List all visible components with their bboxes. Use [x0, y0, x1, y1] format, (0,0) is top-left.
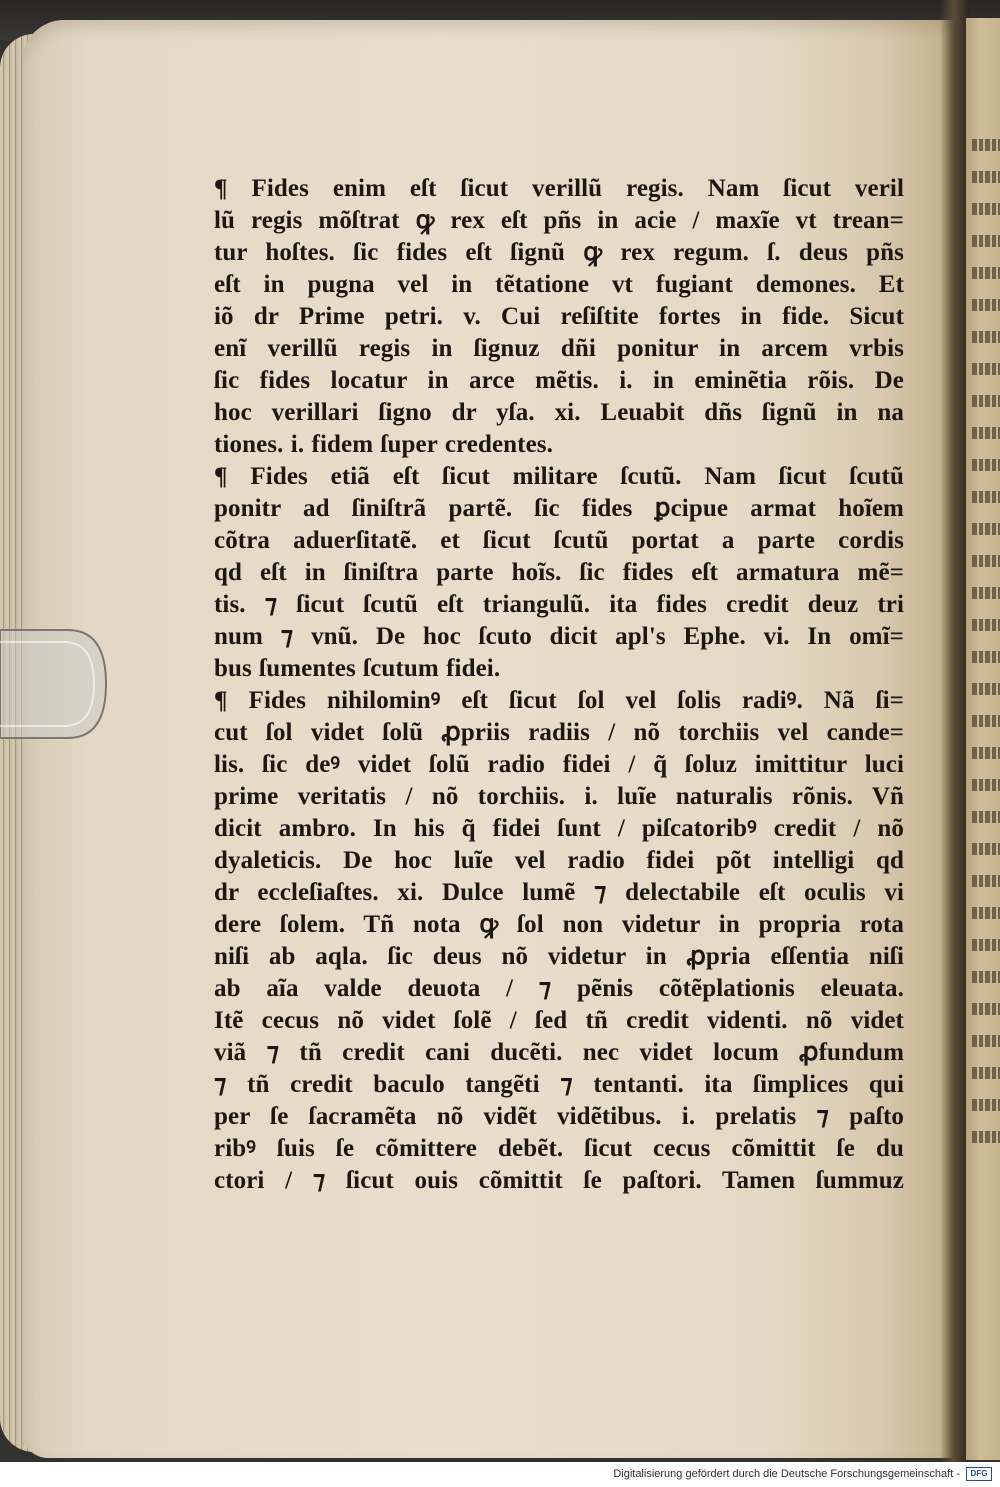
text-line: hoc verillari ſigno dr yſa. xi. Leuabit dñs ſignũ in na — [214, 399, 904, 426]
text-line: ⁊ tñ credit baculo tangẽti ⁊ tentanti. ita ſimplices qui — [214, 1071, 904, 1098]
text-line: dere ſolem. Tñ nota ꝙ ſol non videtur in propria rota — [214, 911, 904, 938]
binding-clip — [0, 608, 112, 760]
footer-credit: Digitalisierung gefördert durch die Deutsche Forschungsgemeinschaft - — [613, 1468, 960, 1480]
text-line: niſi ab aqla. ſic deus nõ videtur in ꝓpria eſſentia niſi — [214, 943, 904, 970]
text-line: ponitr ad ſiniſtrã partẽ. ſic fides ꝑcipue armat hoĩem — [214, 495, 904, 522]
text-line: tur hoſtes. ſic fides eſt ſignũ ꝙ rex regum. ſ. deus pñs — [214, 239, 904, 266]
text-line: dr eccleſiaſtes. xi. Dulce lumẽ ⁊ delectabile eſt oculis vi — [214, 879, 904, 906]
text-line: iõ dr Prime petri. v. Cui reſiſtite fortes in fide. Sicut — [214, 303, 904, 330]
text-line: enĩ verillũ regis in ſignuz dñi ponitur in arcem vrbis — [214, 335, 904, 362]
text-line: lis. ſic deꝰ videt ſolũ radio fidei / q̃ ſoluz imittitur luci — [214, 751, 904, 778]
text-line: ribꝰ ſuis ſe cõmittere debẽt. ſicut cecus cõmittit ſe du — [214, 1135, 904, 1162]
text-line: dyaleticis. De hoc luĩe vel radio fidei põt intelligi qd — [214, 847, 904, 874]
text-line: prime veritatis / nõ torchiis. i. luĩe naturalis rõnis. Vñ — [214, 783, 904, 810]
text-line: Itẽ cecus nõ videt ſolẽ / ſed tñ credit videnti. nõ videt — [214, 1007, 904, 1034]
text-line: ¶ Fides nihilominꝰ eſt ſicut ſol vel ſolis radiꝰ. Nã ſi= — [214, 687, 904, 714]
text-line: tiones. i. fidem ſuper credentes. — [214, 431, 553, 458]
text-line: ab aĩa valde deuota / ⁊ pẽnis cõtẽplationis eleuata. — [214, 975, 904, 1002]
text-line: num ⁊ vnũ. De hoc ſcuto dicit apl's Ephe. vi. In omĩ= — [214, 623, 904, 650]
digitization-footer — [0, 1462, 1000, 1487]
text-line: tis. ⁊ ſicut ſcutũ eſt triangulũ. ita fides credit deuz tri — [214, 591, 904, 618]
text-line: dicit ambro. In his q̃ fidei ſunt / piſcatoribꝰ credit / nõ — [214, 815, 904, 842]
text-line: qd eſt in ſiniſtra parte hoĩs. ſic fides eſt armatura mẽ= — [214, 559, 904, 586]
text-line: per ſe ſacramẽta nõ vidẽt vidẽtibus. i. prelatis ⁊ paſto — [214, 1103, 904, 1130]
text-line: eſt in pugna vel in tẽtatione vt fugiant demones. Et — [214, 271, 904, 298]
text-line: ¶ Fides etiã eſt ſicut militare ſcutũ. Nam ſicut ſcutũ — [214, 463, 904, 490]
text-line: bus ſumentes ſcutum fidei. — [214, 655, 501, 682]
facing-page-text-fragments — [972, 130, 1000, 1150]
dfg-logo: DFG — [966, 1467, 992, 1481]
text-line: cut ſol videt ſolũ ꝓpriis radiis / nõ torchiis vel cande= — [214, 719, 904, 746]
text-line: ¶ Fides enim eſt ſicut verillũ regis. Nam ſicut veril — [214, 175, 904, 202]
text-line: cõtra aduerſitatẽ. et ſicut ſcutũ portat a parte cordis — [214, 527, 904, 554]
text-line: ctori / ⁊ ſicut ouis cõmittit ſe paſtori. Tamen ſummuz — [214, 1167, 904, 1194]
text-line: lũ regis mõſtrat ꝙ rex eſt pñs in acie / maxĩe vt trean= — [214, 207, 904, 234]
text-block — [214, 173, 904, 1197]
text-line: ſic fides locatur in arce mẽtis. i. in eminẽtia rõis. De — [214, 367, 904, 394]
text-line: viã ⁊ tñ credit cani ducẽti. nec videt locum ꝓfundum — [214, 1039, 904, 1066]
